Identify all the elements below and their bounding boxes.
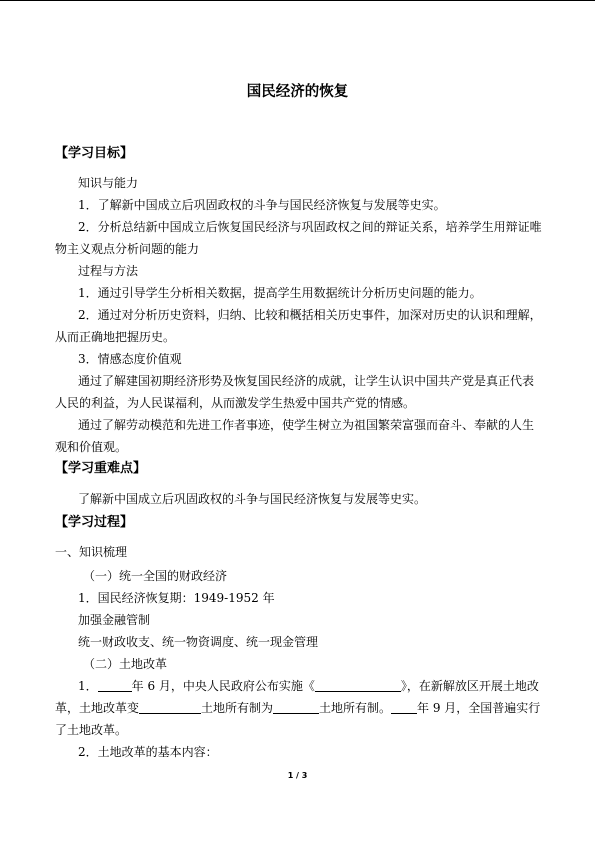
text-segment: 》，在新解放区开展土地改 [400,679,539,693]
text-segment: 年 6 月，中央人民政府公布实施《 [131,679,315,693]
heading-key-points: 【学习重难点】 [55,461,147,476]
process-line: （二）土地改革 [83,657,168,671]
objective-line: 物主义观点分析问题的能力 [55,242,200,256]
text-segment: 年 9 月，全国普遍实行 [417,701,541,715]
process-line: 1．国民经济恢复期：1949-1952 年 [78,591,275,605]
page-title: 国民经济的恢复 [246,84,349,100]
process-line: 了土地改革。 [55,723,128,737]
page-number: 1 / 3 [287,771,308,780]
key-point-line: 了解新中国成立后巩固政权的斗争与国民经济恢复与发展等史实。 [78,492,427,506]
process-line: 加强金融管制 [78,613,151,627]
process-line: 一、知识梳理 [55,545,128,559]
fill-blank-line [78,679,543,694]
blank-year [98,679,132,692]
heading-objectives: 【学习目标】 [55,146,134,161]
top-rule [0,0,595,1]
text-segment: 革，土地改革变 [55,701,140,715]
objective-line: 3．情感态度价值观 [78,352,182,366]
process-line: （一）统一全国的财政经济 [83,569,228,583]
blank-old-ownership [139,701,201,714]
objective-line: 2．通过对分析历史资料，归纳、比较和概括相关历史事件，加深对历史的认识和理解， [78,308,542,322]
objective-line: 2．分析总结新中国成立后恢复国民经济与巩固政权之间的辩证关系，培养学生用辩证唯 [78,220,542,234]
objective-line: 通过了解建国初期经济形势及恢复国民经济的成就，让学生认识中国共产党是真正代表 [78,374,535,388]
blank-law-name [315,679,401,692]
objective-line: 从而正确地把握历史。 [55,330,176,344]
objective-line: 1．通过引导学生分析相关数据，提高学生用数据统计分析历史问题的能力。 [78,286,482,300]
blank-new-ownership [273,701,319,714]
fill-blank-line [55,701,543,716]
objective-line: 观和价值观。 [55,440,128,454]
blank-year [391,701,417,714]
heading-process: 【学习过程】 [55,515,134,530]
objective-line: 知识与能力 [78,176,139,190]
objective-line: 通过了解劳动模范和先进工作者事迹，使学生树立为祖国繁荣富强而奋斗、奉献的人生 [78,418,535,432]
objective-line: 过程与方法 [78,264,139,278]
text-segment: 土地所有制。 [319,701,392,715]
process-line: 2．土地改革的基本内容： [78,745,218,759]
process-line: 统一财政收支、统一物资调度、统一现金管理 [78,635,319,649]
objective-line: 人民的利益，为人民谋福利，从而激发学生热爱中国共产党的情感。 [55,396,416,410]
objective-line: 1．了解新中国成立后巩固政权的斗争与国民经济恢复与发展等史实。 [78,198,446,212]
item-number: 1． [78,679,98,693]
text-segment: 土地所有制为 [201,701,274,715]
